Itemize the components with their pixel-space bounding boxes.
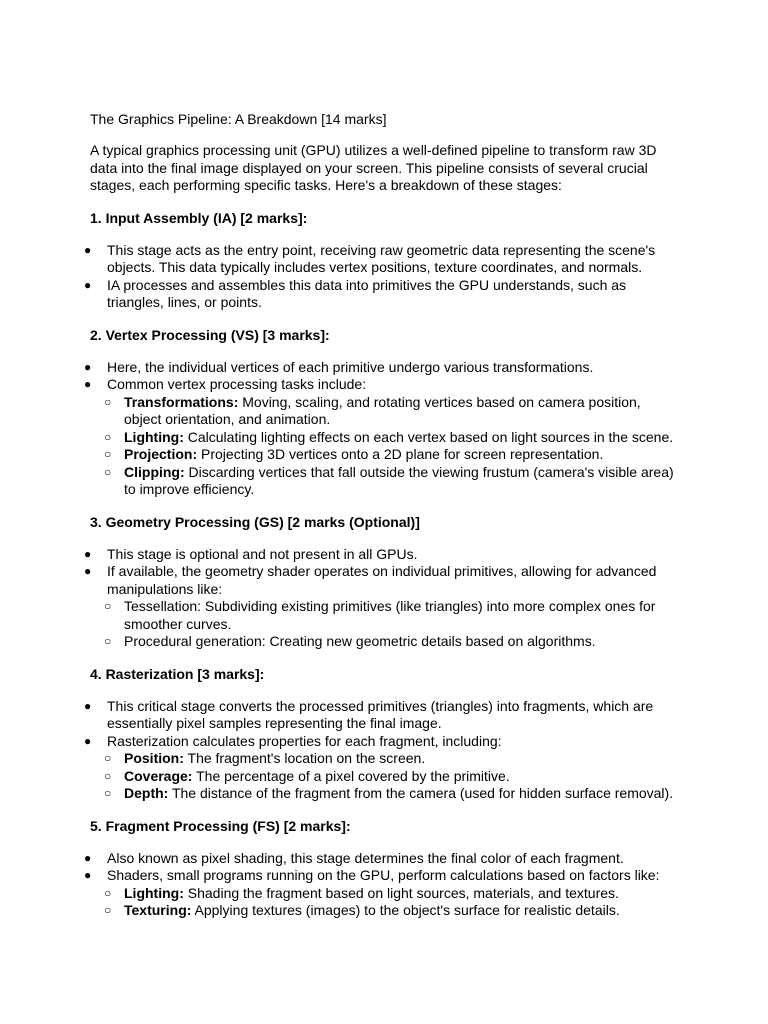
bullet-hollow-icon: ○: [104, 751, 112, 765]
list-item: [84, 276, 680, 312]
bullet-filled-icon: ●: [84, 850, 92, 865]
sub-list-item: [104, 446, 680, 464]
sub-list-item-term: Clipping:: [124, 463, 185, 480]
list-item: [84, 849, 680, 868]
section-heading: 5. Fragment Processing (FS) [2 marks]:: [90, 817, 351, 834]
sub-list-item-text: Applying textures (images) to the object's surface for realistic details.: [191, 902, 620, 918]
bullet-filled-icon: ●: [84, 359, 92, 374]
sub-list-item-text: Tessellation: Subdividing existing primitives (like triangles) into more complex ones for smoother curves.: [124, 598, 656, 632]
list-item: [84, 376, 680, 499]
bullet-hollow-icon: ○: [104, 447, 112, 461]
bullet-list: [84, 358, 680, 499]
list-item-text: Shaders, small programs running on the GPU, perform calculations based on factors like:: [107, 867, 660, 883]
bullet-filled-icon: ●: [84, 868, 92, 882]
list-item: [84, 697, 680, 733]
sub-list-item-text: The distance of the fragment from the camera (used for hidden surface removal).: [168, 785, 674, 801]
list-item-text: Common vertex processing tasks include:: [107, 376, 367, 392]
sub-bullet-list: [104, 750, 680, 803]
sections-container: [84, 209, 680, 920]
list-item-text: If available, the geometry shader operates on individual primitives, allowing for advanced manipulations like:: [107, 563, 657, 597]
bullet-hollow-icon: ○: [104, 464, 112, 479]
document-page: [84, 110, 680, 934]
list-item: [84, 563, 680, 651]
bullet-filled-icon: ●: [84, 698, 92, 713]
sub-list-item: [104, 633, 680, 651]
bullet-filled-icon: ●: [84, 242, 92, 257]
section-heading: 2. Vertex Processing (VS) [3 marks]:: [90, 326, 330, 343]
sub-list-item-term: Projection:: [124, 446, 198, 462]
sub-list-item: [104, 463, 680, 499]
list-item-text: This critical stage converts the processed primitives (triangles) into fragments, which are essentially pixel samples representing the final image.: [107, 697, 654, 731]
bullet-list: [84, 545, 680, 651]
sub-list-item-text: Discarding vertices that fall outside the viewing frustum (camera's visible area) to improve efficiency.: [124, 463, 674, 497]
sub-list-item-text: Procedural generation: Creating new geometric details based on algorithms.: [124, 633, 596, 649]
sub-list-item-text: Projecting 3D vertices onto a 2D plane for screen representation.: [197, 446, 604, 462]
sub-list-item: [104, 767, 680, 786]
sub-list-item-text: Moving, scaling, and rotating vertices based on camera position, object orientation, and animation.: [124, 393, 641, 427]
sub-list-item-text: The fragment's location on the screen.: [183, 750, 426, 766]
sub-list-item: [104, 785, 680, 803]
sub-list-item-text: The percentage of a pixel covered by the primitive.: [192, 767, 510, 784]
bullet-filled-icon: ●: [84, 733, 92, 748]
intro-paragraph: A typical graphics processing unit (GPU) utilizes a well-defined pipeline to transform raw 3D data into the final image displayed on your screen. This pipeline consists of several crucial stages, each performing specific tasks. Here's a breakdown of these stages:: [90, 142, 657, 193]
sub-list-item-term: Position:: [124, 750, 184, 766]
list-item: [84, 867, 680, 920]
sub-bullet-list: [104, 884, 680, 920]
sub-list-item: [104, 428, 680, 447]
list-item-text: This stage is optional and not present in all GPUs.: [107, 545, 418, 562]
sub-list-item: [104, 598, 680, 633]
sub-list-item-term: Lighting:: [124, 884, 184, 901]
section-heading: 4. Rasterization [3 marks]:: [90, 665, 265, 682]
sub-list-item-term: Transformations:: [124, 393, 239, 410]
bullet-hollow-icon: ○: [104, 885, 112, 900]
list-item-text: Also known as pixel shading, this stage determines the final color of each fragment.: [107, 849, 624, 866]
bullet-list: [84, 697, 680, 803]
sub-list-item-term: Depth:: [124, 785, 169, 801]
sub-bullet-list: [104, 393, 680, 499]
sub-list-item: [104, 902, 680, 920]
bullet-filled-icon: ●: [84, 277, 92, 292]
bullet-hollow-icon: ○: [104, 634, 112, 648]
bullet-hollow-icon: ○: [104, 768, 112, 783]
bullet-list: [84, 849, 680, 920]
list-item: [84, 358, 680, 377]
section-heading: 3. Geometry Processing (GS) [2 marks (Optional)]: [90, 513, 420, 530]
list-item-text: IA processes and assembles this data into primitives the GPU understands, such as triangles, lines, or points.: [107, 276, 627, 310]
bullet-hollow-icon: ○: [104, 599, 112, 613]
sub-list-item-text: Calculating lighting effects on each vertex based on light sources in the scene.: [183, 428, 674, 445]
sub-list-item-term: Texturing:: [124, 902, 192, 918]
section-heading: 1. Input Assembly (IA) [2 marks]:: [90, 209, 308, 226]
sub-list-item-term: Lighting:: [124, 428, 184, 445]
bullet-hollow-icon: ○: [104, 429, 112, 444]
list-item-text: This stage acts as the entry point, receiving raw geometric data representing the scene's objects. This data typically includes vertex positions, texture coordinates, and normals.: [107, 241, 656, 275]
sub-bullet-list: [104, 598, 680, 651]
bullet-list: [84, 241, 680, 312]
sub-list-item: [104, 750, 680, 768]
bullet-filled-icon: ●: [84, 377, 92, 391]
list-item-text: Rasterization calculates properties for each fragment, including:: [107, 732, 502, 749]
bullet-hollow-icon: ○: [104, 394, 112, 409]
bullet-filled-icon: ●: [84, 564, 92, 578]
sub-list-item-text: Shading the fragment based on light sources, materials, and textures.: [183, 884, 619, 901]
list-item: [84, 545, 680, 564]
document-title: The Graphics Pipeline: A Breakdown [14 marks]: [90, 111, 387, 127]
sub-list-item-term: Coverage:: [124, 767, 193, 784]
list-item: [84, 241, 680, 277]
sub-list-item: [104, 393, 680, 429]
list-item-text: Here, the individual vertices of each primitive undergo various transformations.: [107, 358, 594, 375]
sub-list-item: [104, 884, 680, 903]
list-item: [84, 732, 680, 803]
bullet-hollow-icon: ○: [104, 786, 112, 800]
bullet-hollow-icon: ○: [104, 903, 112, 917]
bullet-filled-icon: ●: [84, 546, 92, 561]
